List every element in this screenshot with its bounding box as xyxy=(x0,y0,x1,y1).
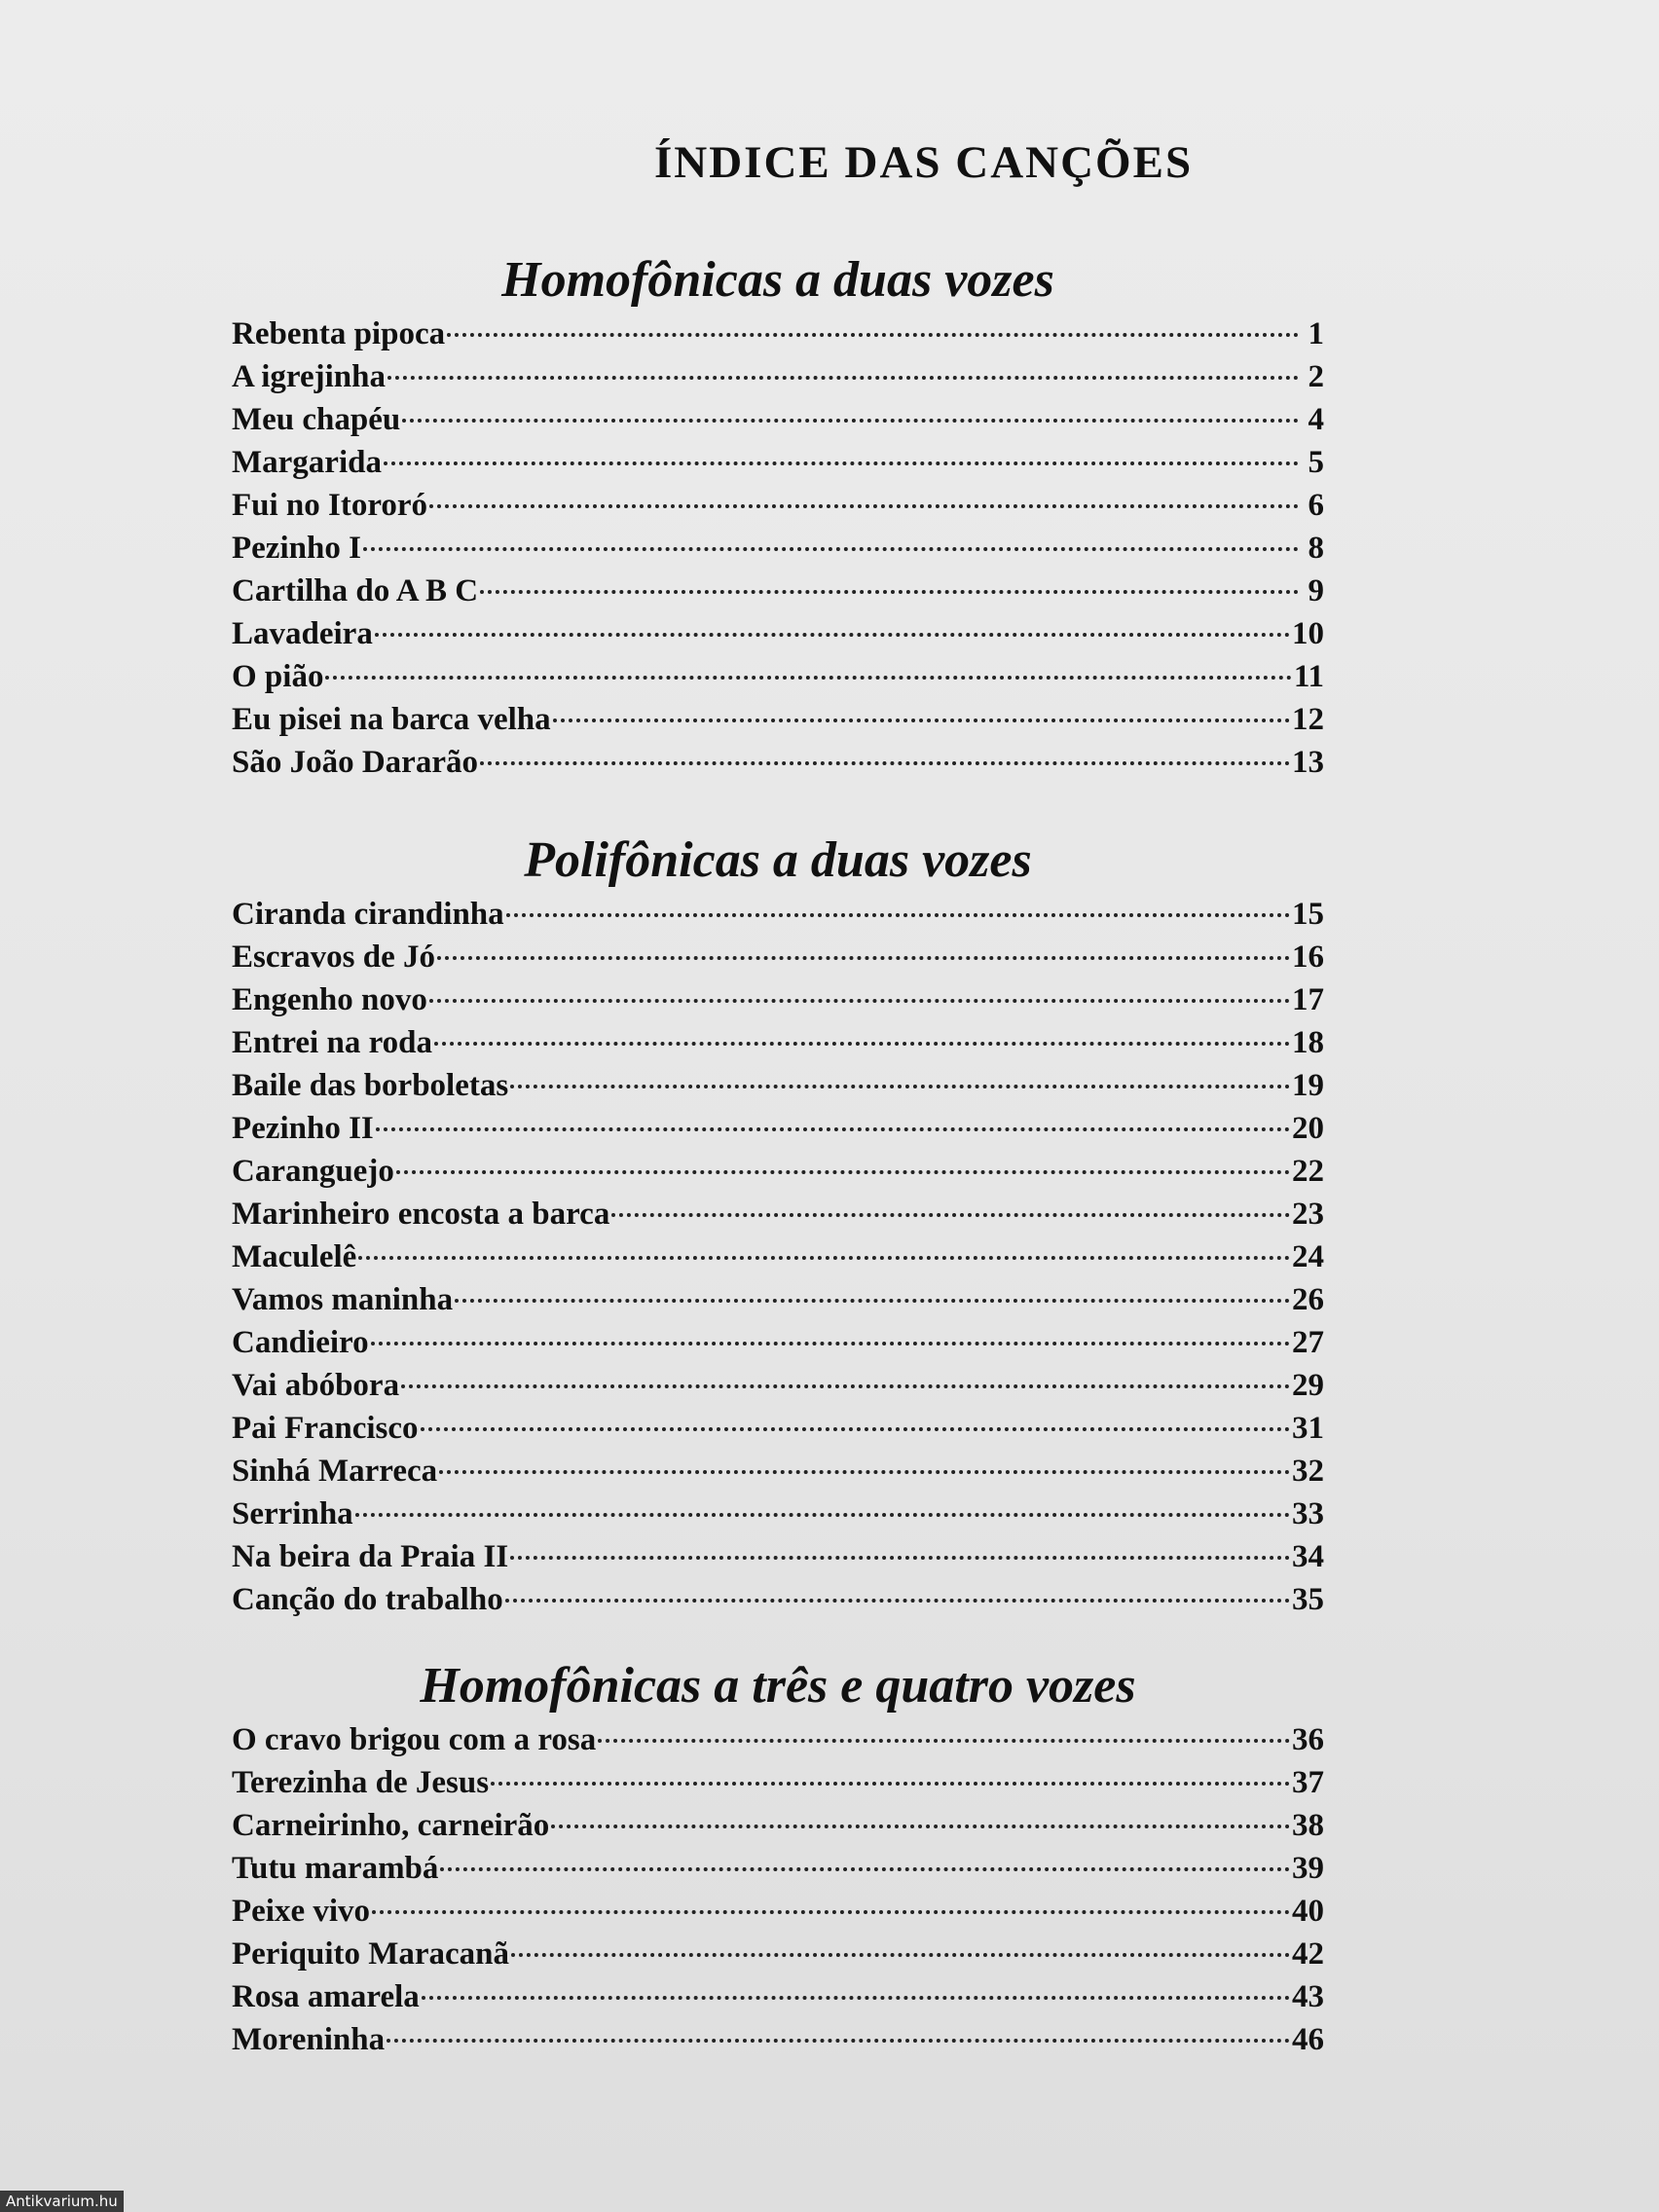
song-title: Rosa amarela xyxy=(232,1979,420,2014)
dot-leader xyxy=(551,1825,1290,1828)
index-entry xyxy=(232,1064,1324,1107)
dot-leader xyxy=(553,719,1290,722)
dot-leader xyxy=(421,1427,1290,1431)
song-title: Caranguejo xyxy=(232,1154,394,1189)
song-title: Sinhá Marreca xyxy=(232,1454,438,1489)
index-entry xyxy=(232,527,1324,570)
dot-leader xyxy=(455,1299,1290,1303)
index-entry xyxy=(232,612,1324,655)
dot-leader xyxy=(439,1470,1290,1474)
page-number: 20 xyxy=(1292,1111,1324,1146)
index-entry xyxy=(232,1193,1324,1235)
index-entry xyxy=(232,355,1324,398)
song-title: Canção do trabalho xyxy=(232,1582,503,1617)
dot-leader xyxy=(506,913,1290,917)
song-list xyxy=(232,893,1324,1621)
dot-leader xyxy=(598,1739,1290,1743)
section-polifonicas-duas-vozes xyxy=(232,831,1324,1621)
index-entry xyxy=(232,1933,1324,1975)
page-number: 42 xyxy=(1292,1936,1324,1972)
page-number: 22 xyxy=(1292,1154,1324,1189)
page-number: 24 xyxy=(1292,1239,1324,1274)
dot-leader xyxy=(375,633,1290,637)
page-number: 36 xyxy=(1292,1722,1324,1757)
index-entry xyxy=(232,1578,1324,1621)
page-title: ÍNDICE DAS CANÇÕES xyxy=(654,137,1194,188)
dot-leader xyxy=(376,1127,1290,1131)
song-title: Fui no Itororó xyxy=(232,488,428,523)
song-title: O cravo brigou com a rosa xyxy=(232,1722,597,1757)
index-entry xyxy=(232,741,1324,784)
page-number: 8 xyxy=(1308,531,1324,566)
song-title: Cartilha do A B C xyxy=(232,573,479,608)
dot-leader xyxy=(491,1782,1290,1786)
dot-leader xyxy=(510,1556,1290,1560)
dot-leader xyxy=(480,761,1290,765)
index-entry xyxy=(232,398,1324,441)
song-title: Na beira da Praia II xyxy=(232,1539,509,1574)
song-title: Moreninha xyxy=(232,2022,386,2057)
song-title: Margarida xyxy=(232,445,382,480)
song-title: O pião xyxy=(232,659,324,694)
page-number: 12 xyxy=(1292,702,1324,737)
dot-leader xyxy=(401,1384,1290,1388)
song-title: Serrinha xyxy=(232,1496,353,1531)
song-title: Tutu marambá xyxy=(232,1851,439,1886)
page-number: 37 xyxy=(1292,1765,1324,1800)
song-title: Vamos maninha xyxy=(232,1282,454,1317)
dot-leader xyxy=(371,1342,1290,1346)
index-entry xyxy=(232,1718,1324,1761)
dot-leader xyxy=(511,1953,1290,1957)
index-entry xyxy=(232,1235,1324,1278)
index-entry xyxy=(232,936,1324,978)
dot-leader xyxy=(387,376,1299,380)
index-entry xyxy=(232,978,1324,1021)
index-entry xyxy=(232,1107,1324,1150)
dot-leader xyxy=(355,1513,1290,1517)
dot-leader xyxy=(325,676,1291,680)
index-entry xyxy=(232,893,1324,936)
index-entry xyxy=(232,1761,1324,1804)
song-title: Escravos de Jó xyxy=(232,940,435,975)
song-title: Marinheiro encosta a barca xyxy=(232,1197,610,1232)
dot-leader xyxy=(429,999,1290,1003)
index-entry xyxy=(232,1450,1324,1493)
index-entry xyxy=(232,570,1324,612)
page-number: 4 xyxy=(1308,402,1324,437)
page-number: 29 xyxy=(1292,1368,1324,1403)
song-title: Ciranda cirandinha xyxy=(232,897,504,932)
dot-leader xyxy=(480,590,1299,594)
index-entry xyxy=(232,441,1324,484)
index-entry xyxy=(232,1364,1324,1407)
dot-leader xyxy=(434,1042,1290,1046)
song-title: Periquito Maracanã xyxy=(232,1936,510,1972)
song-title: Peixe vivo xyxy=(232,1894,371,1929)
index-entry xyxy=(232,313,1324,355)
page-number: 33 xyxy=(1292,1496,1324,1531)
page-number: 26 xyxy=(1292,1282,1324,1317)
song-title: Rebenta pipoca xyxy=(232,316,446,351)
dot-leader xyxy=(505,1599,1290,1603)
song-title: Eu pisei na barca velha xyxy=(232,702,551,737)
index-entry xyxy=(232,1407,1324,1450)
page-number: 2 xyxy=(1308,359,1324,394)
dot-leader xyxy=(437,956,1290,960)
dot-leader xyxy=(611,1213,1290,1217)
index-entry xyxy=(232,1804,1324,1847)
page-number: 39 xyxy=(1292,1851,1324,1886)
page-number: 43 xyxy=(1292,1979,1324,2014)
song-title: Pezinho I xyxy=(232,531,361,566)
section-heading: Homofônicas a três e quatro vozes xyxy=(420,1658,1136,1714)
song-title: Pezinho II xyxy=(232,1111,374,1146)
section-heading: Polifônicas a duas vozes xyxy=(524,832,1032,888)
dot-leader xyxy=(510,1085,1290,1088)
page-number: 17 xyxy=(1292,982,1324,1017)
page-number: 34 xyxy=(1292,1539,1324,1574)
page-number: 46 xyxy=(1292,2022,1324,2057)
page-number: 31 xyxy=(1292,1411,1324,1446)
song-title: Engenho novo xyxy=(232,982,427,1017)
song-title: A igrejinha xyxy=(232,359,386,394)
song-title: São João Dararão xyxy=(232,745,478,780)
dot-leader xyxy=(387,2039,1290,2043)
page-number: 5 xyxy=(1308,445,1324,480)
page-number: 19 xyxy=(1292,1068,1324,1103)
page-number: 32 xyxy=(1292,1454,1324,1489)
index-entry xyxy=(232,1535,1324,1578)
section-homofonicas-tres-quatro-vozes xyxy=(232,1657,1324,2061)
song-title: Vai abóbora xyxy=(232,1368,400,1403)
page-number: 23 xyxy=(1292,1197,1324,1232)
song-title: Baile das borboletas xyxy=(232,1068,509,1103)
page-number: 16 xyxy=(1292,940,1324,975)
index-entry xyxy=(232,655,1324,698)
song-title: Entrei na roda xyxy=(232,1025,432,1060)
index-entry xyxy=(232,698,1324,741)
song-title: Lavadeira xyxy=(232,616,373,651)
song-title: Carneirinho, carneirão xyxy=(232,1808,550,1843)
dot-leader xyxy=(447,333,1299,337)
page-number: 13 xyxy=(1292,745,1324,780)
dot-leader xyxy=(402,419,1299,423)
page-number: 1 xyxy=(1308,316,1324,351)
dot-leader xyxy=(363,547,1299,551)
page-number: 27 xyxy=(1292,1325,1324,1360)
song-title: Meu chapéu xyxy=(232,402,401,437)
section-heading: Homofônicas a duas vozes xyxy=(501,252,1054,308)
index-entry xyxy=(232,2018,1324,2061)
song-title: Maculelê xyxy=(232,1239,357,1274)
page-number: 40 xyxy=(1292,1894,1324,1929)
dot-leader xyxy=(440,1867,1290,1871)
index-entry xyxy=(232,1278,1324,1321)
index-entry xyxy=(232,1150,1324,1193)
page-number: 35 xyxy=(1292,1582,1324,1617)
page-number: 38 xyxy=(1292,1808,1324,1843)
dot-leader xyxy=(372,1910,1290,1914)
dot-leader xyxy=(384,461,1299,465)
dot-leader xyxy=(422,1996,1290,2000)
index-entry xyxy=(232,1890,1324,1933)
dot-leader xyxy=(396,1170,1290,1174)
dot-leader xyxy=(358,1256,1290,1260)
song-list xyxy=(232,313,1324,784)
dot-leader xyxy=(429,504,1299,508)
page-number: 18 xyxy=(1292,1025,1324,1060)
watermark: Antikvarium.hu xyxy=(0,2191,124,2212)
page-number: 15 xyxy=(1292,897,1324,932)
song-title: Terezinha de Jesus xyxy=(232,1765,490,1800)
index-entry xyxy=(232,1847,1324,1890)
song-title: Candieiro xyxy=(232,1325,369,1360)
song-title: Pai Francisco xyxy=(232,1411,419,1446)
page-number: 10 xyxy=(1292,616,1324,651)
index-entry xyxy=(232,1975,1324,2018)
page-number: 11 xyxy=(1293,659,1324,694)
song-list xyxy=(232,1718,1324,2061)
index-entry xyxy=(232,1493,1324,1535)
index-entry xyxy=(232,1021,1324,1064)
page-number: 9 xyxy=(1308,573,1324,608)
page-number: 6 xyxy=(1308,488,1324,523)
section-homofonicas-duas-vozes xyxy=(232,251,1324,784)
index-entry xyxy=(232,484,1324,527)
index-entry xyxy=(232,1321,1324,1364)
